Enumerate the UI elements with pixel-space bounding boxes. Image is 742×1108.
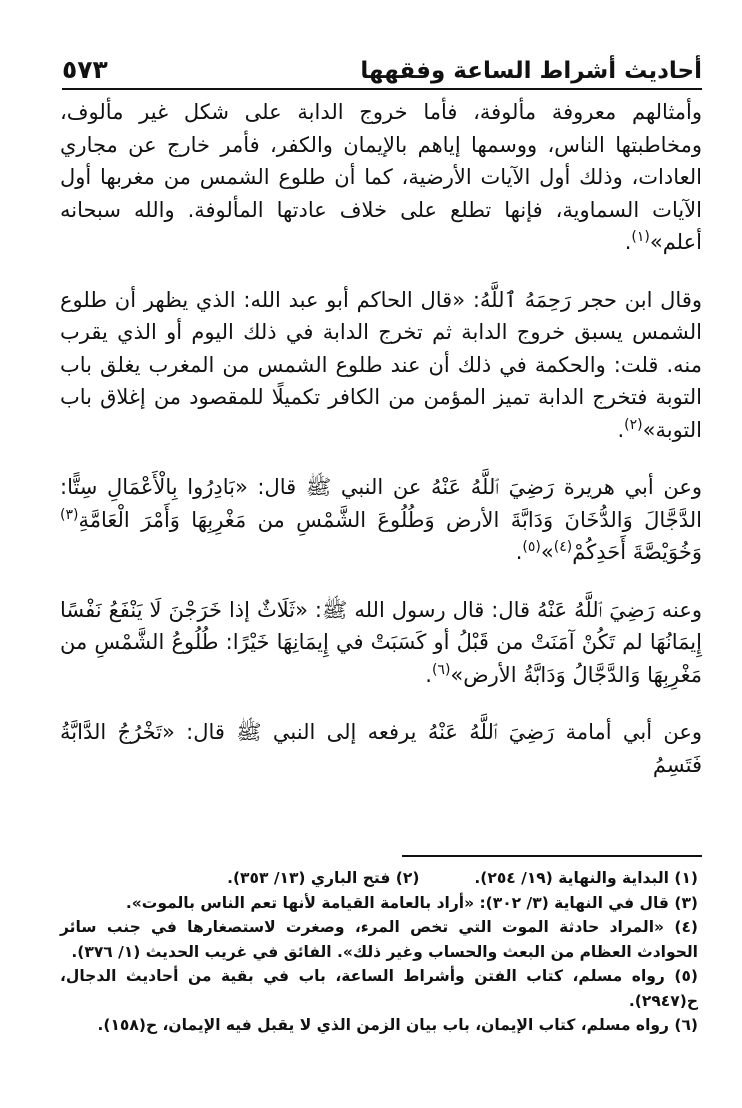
page-number: ٥٧٣ (62, 55, 108, 84)
header-title: أحاديث أشراط الساعة وفقهها (360, 58, 702, 84)
footnote-separator (402, 855, 702, 857)
paragraph-4: وعنه رَضِيَ ٱللَّهُ عَنْهُ قال: قال رسول الله ﷺ: «ثَلَاثٌ إذا خَرَجْنَ لَا يَنْفَعُ نَفْسًا إِيمَانُهَا لم تَكُنْ آمَنَتْ من قَبْلُ أو كَسَبَتْ في إِيمَانِهَا خَيْرًا: طُلُوعُ الشَّمْسِ من مَغْرِبِهَا وَالدَّجَّالُ وَدَابَّةُ الأرض»$^{(٦)}$. (60, 597, 702, 687)
paragraph-2: وقال ابن حجر رَحِمَهُ ٱللَّهُ: «قال الحاكم أبو عبد الله: الذي يظهر أن طلوع الشمس يسبق خروج الدابة ثم تخرج الدابة في ذلك اليوم أو الذي يقرب منه. قلت: والحكمة في ذلك أن عند طلوع الشمس من المغرب يغلق باب التوبة فتخرج الدابة تميز المؤمن من الكافر تكميلًا للمقصود من إغلاق باب التوبة»$^{(٢)}$. (60, 287, 702, 442)
body-text (60, 96, 702, 781)
footnote-4: (٤) «المراد حادثة الموت التي تخص المرء، وصغرت لاستصغارها في جنب سائر الحوادث العظام من البعث والحساب وغير ذلك». الفائق في غريب الحديث (١/ ٣٧٦). (60, 918, 698, 961)
footnotes (60, 866, 698, 1038)
paragraph-5: وعن أبي أمامة رَضِيَ ٱللَّهُ عَنْهُ يرفعه إلى النبي ﷺ قال: «تَخْرُجُ الدَّابَّةُ فَتَسِمُ (60, 720, 702, 777)
footnote-3: (٣) قال في النهاية (٣/ ٣٠٢): «أراد بالعامة القيامة لأنها تعم الناس بالموت». (125, 893, 698, 912)
footnote-6: (٦) رواه مسلم، كتاب الإيمان، باب بيان الزمن الذي لا يقبل فيه الإيمان، ح(١٥٨). (97, 1016, 698, 1034)
footnote-1: (١) البداية والنهاية (١٩/ ٢٥٤). (474, 869, 698, 887)
paragraph-1: وأمثالهم معروفة مألوفة، فأما خروج الدابة على شكل غير مألوف، ومخاطبتها الناس، ووسمها إياهم بالإيمان والكفر، فأمر خارج عن مجاري العادات، وذلك أول الآيات الأرضية، كما أن طلوع الشمس من مغربها أول الآيات السماوية، فإنها تطلع على خلاف عادتها المألوفة. والله سبحانه أعلم»$^{(١)}$. (60, 100, 702, 254)
footnote-ref-4: (٤) (553, 539, 573, 555)
running-header (62, 44, 702, 90)
footnote-ref-2: (٢) (624, 416, 643, 433)
footnote-row (60, 866, 698, 891)
footnote-ref-3: (٣) (60, 506, 79, 523)
footnote-ref-1: (١) (631, 229, 650, 245)
footnote-2: (٢) فتح الباري (١٣/ ٣٥٣). (227, 869, 420, 887)
paragraph-3: وعن أبي هريرة رَضِيَ ٱللَّهُ عَنْهُ عن النبي ﷺ قال: «بَادِرُوا بِالْأَعْمَالِ سِتًّا: الدَّجَّالَ وَالدُّخَانَ وَدَابَّةَ الأرض وَطُلُوعَ الشَّمْسِ من مَغْرِبِهَا وَأَمْرَ الْعَامَّةِ$^{(٣)}$ وَخُوَيْصَّةَ أَحَدِكُمْ$^{(٤)}$»$^{(٥)}$. (60, 475, 702, 564)
footnote-ref-5: (٥) (522, 539, 541, 555)
footnote-ref-6: (٦) (431, 661, 451, 678)
footnote-5: (٥) رواه مسلم، كتاب الفتن وأشراط الساعة، باب في بقية من أحاديث الدجال، ح(٢٩٤٧). (60, 967, 698, 1010)
